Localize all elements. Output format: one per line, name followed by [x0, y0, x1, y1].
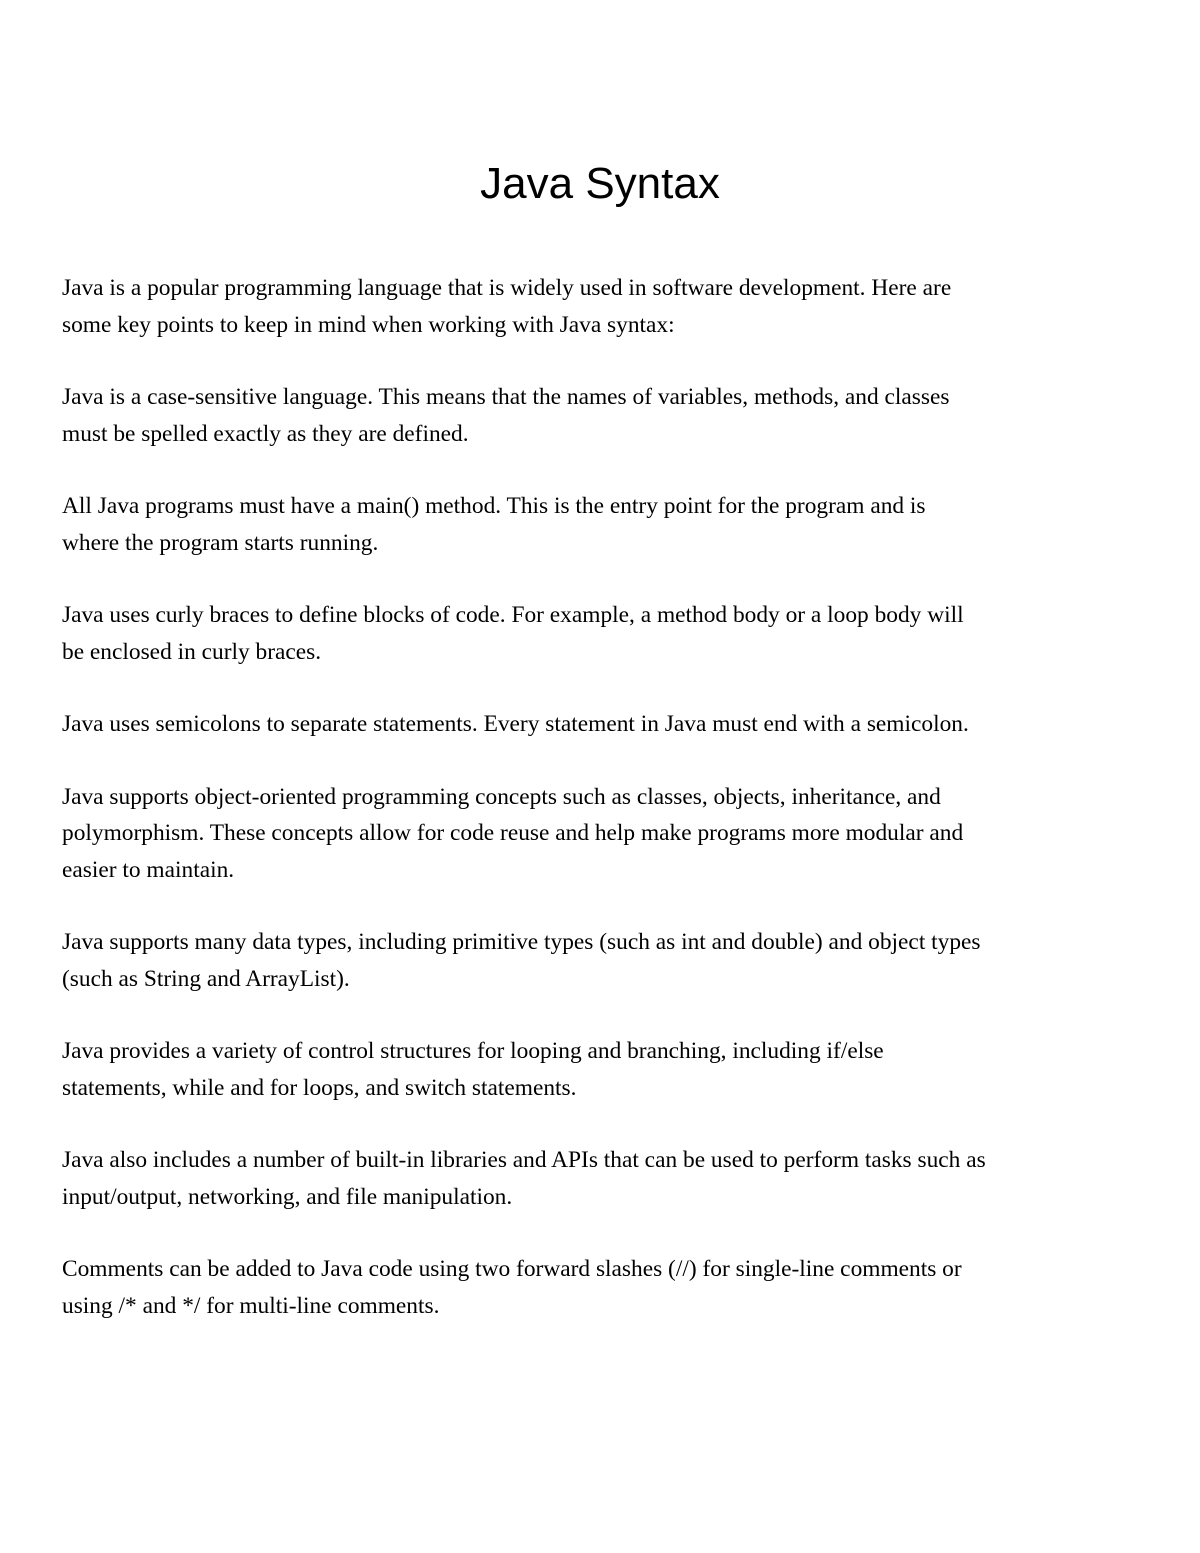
paragraph: [62, 924, 1162, 997]
paragraph-line: Java supports object-oriented programming concepts such as classes, objects, inheritance, and: [62, 783, 941, 810]
paragraph: [62, 1033, 1162, 1106]
paragraph-line: must be spelled exactly as they are defined.: [62, 420, 469, 447]
paragraph-line: be enclosed in curly braces.: [62, 638, 322, 665]
paragraph-line: Java also includes a number of built-in libraries and APIs that can be used to perform tasks such as: [62, 1147, 986, 1173]
paragraph: [62, 706, 1162, 743]
paragraph-line: using /* and */ for multi-line comments.: [62, 1292, 440, 1319]
paragraph-line: Comments can be added to Java code using two forward slashes (//) for single-line comments or: [62, 1256, 962, 1282]
paragraph-line: All Java programs must have a main() method. This is the entry point for the program and is: [62, 493, 926, 519]
paragraph-line: statements, while and for loops, and switch statements.: [62, 1074, 577, 1101]
paragraph-line: Java is a case-sensitive language. This means that the names of variables, methods, and classes: [62, 384, 950, 410]
document-body: [62, 270, 1162, 1360]
paragraph-line: input/output, networking, and file manipulation.: [62, 1183, 513, 1210]
paragraph: [62, 270, 1162, 343]
paragraph: [62, 379, 1162, 452]
paragraph-line: Java is a popular programming language that is widely used in software development. Here are: [62, 275, 952, 301]
paragraph-line: easier to maintain.: [62, 856, 235, 883]
paragraph-line: polymorphism. These concepts allow for code reuse and help make programs more modular and: [62, 820, 964, 846]
paragraph-line: Java provides a variety of control structures for looping and branching, including if/else: [62, 1038, 884, 1064]
page-title: Java Syntax: [480, 159, 720, 208]
paragraph: [62, 1142, 1162, 1215]
paragraph: [62, 488, 1162, 561]
paragraph-line: where the program starts running.: [62, 529, 379, 556]
paragraph: [62, 779, 1162, 889]
paragraph-line: Java supports many data types, including primitive types (such as int and double) and object types: [62, 929, 981, 955]
paragraph: [62, 597, 1162, 670]
paragraph: [62, 1251, 1162, 1324]
paragraph-line: some key points to keep in mind when working with Java syntax:: [62, 311, 675, 338]
paragraph-line: Java uses curly braces to define blocks of code. For example, a method body or a loop body will: [62, 602, 964, 628]
paragraph-line: (such as String and ArrayList).: [62, 965, 350, 992]
paragraph-line: Java uses semicolons to separate statements. Every statement in Java must end with a semicolon.: [62, 711, 969, 737]
